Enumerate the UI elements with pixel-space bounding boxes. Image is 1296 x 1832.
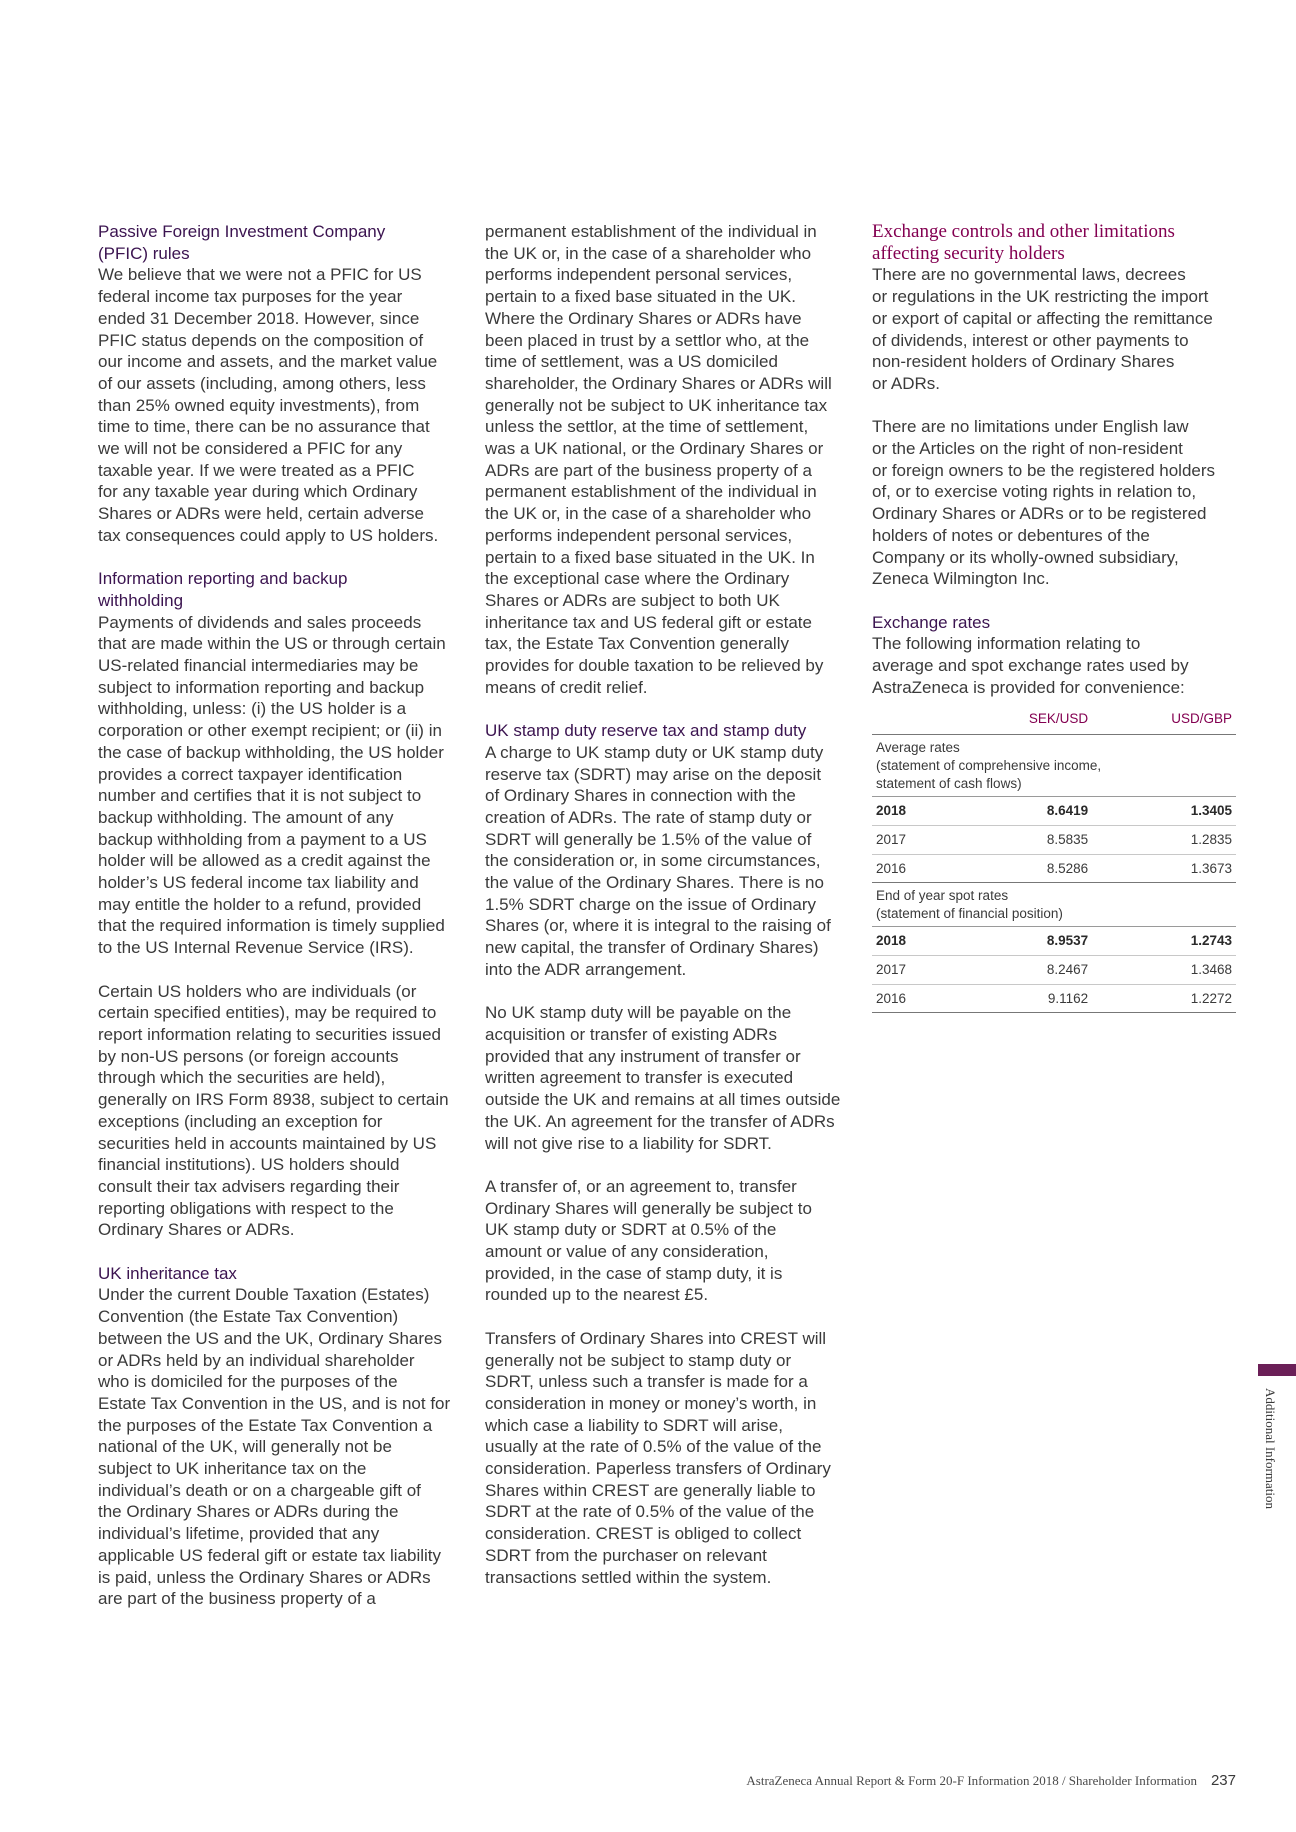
row-usd-gbp: 1.3405 [1092, 797, 1236, 826]
spot-rates-group-row [872, 883, 1236, 927]
exchange-rates-paragraph: The following information relating to average and spot exchange rates used by AstraZeneca is provided for convenience: [872, 634, 1189, 697]
stamp-duty-paragraph-2: No UK stamp duty will be payable on the acquisition or transfer of existing ADRs provided that any instrument of transfer or written agreement to transfer is executed outside the UK and remains at all times outside the UK. An agreement for the transfer of ADRs will not give rise to a liability for SDRT. [485, 1003, 841, 1153]
inheritance-continued-paragraph: permanent establishment of the individual in the UK or, in the case of a shareholder who performs independent personal services, pertain to a fixed base situated in the UK. Where the Ordinary Shares or ADRs have been placed in trust by a settlor who, at the time of settlement, was a US domiciled shareholder, the Ordinary Shares or ADRs will generally not be subject to UK inheritance tax unless the settlor, at the time of settlement, was a UK national, or the Ordinary Shares or ADRs are part of the business property of a permanent establishment of the individual in the UK or, in the case of a shareholder who performs independent personal services, pertain to a fixed base situated in the UK. In the exceptional case where the Ordinary Shares or ADRs are subject to both UK inheritance tax and US federal gift or estate tax, the Estate Tax Convention generally provides for double taxation to be relieved by means of credit relief. [485, 222, 832, 697]
column-right [872, 221, 1242, 1013]
row-usd-gbp: 1.2272 [1092, 984, 1236, 1013]
inheritance-paragraph: Under the current Double Taxation (Estates) Convention (the Estate Tax Convention) between the US and the UK, Ordinary Shares or ADRs held by an individual shareholder who is domiciled for the purposes of the Estate Tax Convention in the US, and is not for the purposes of the Estate Tax Convention a national of the UK, will generally not be subject to UK inheritance tax on the individual’s death or on a chargeable gift of the Ordinary Shares or ADRs during the individual’s lifetime, provided that any applicable US federal gift or estate tax liability is paid, unless the Ordinary Shares or ADRs are part of the business property of a [98, 1285, 451, 1609]
row-year: 2018 [872, 927, 952, 956]
certain-holders-paragraph: Certain US holders who are individuals (or certain specified entities), may be required to report information relating to securities issued by non-US persons (or foreign accounts through which the securities are held), generally on IRS Form 8938, subject to certain exceptions (including an exception for securities held in accounts maintained by US financial institutions). US holders should consult their tax advisers regarding their reporting obligations with respect to the Ordinary Shares or ADRs. [98, 981, 449, 1240]
stamp-duty-paragraph-4: Transfers of Ordinary Shares into CREST will generally not be subject to stamp duty or SDRT, unless such a transfer is made for a consideration in money or money’s worth, in which case a liability to SDRT will arise, usually at the rate of 0.5% of the value of the consideration. Paperless transfers of Ordinary Shares within CREST are generally liable to SDRT at the rate of 0.5% of the value of the consideration. CREST is obliged to collect SDRT from the purchaser on relevant transactions settled within the system. [485, 1328, 831, 1587]
row-usd-gbp: 1.2743 [1092, 927, 1236, 956]
row-year: 2018 [872, 797, 952, 826]
row-usd-gbp: 1.3468 [1092, 955, 1236, 984]
spot-rates-label: End of year spot rates (statement of financial position) [872, 883, 1236, 927]
row-year: 2017 [872, 825, 952, 854]
row-sek-usd: 8.9537 [952, 927, 1093, 956]
row-sek-usd: 8.2467 [952, 955, 1093, 984]
row-usd-gbp: 1.2835 [1092, 825, 1236, 854]
exchange-controls-paragraph-1: There are no governmental laws, decrees or regulations in the UK restricting the import or export of capital or affecting the remittance of dividends, interest or other payments to non-resident holders of Ordinary Shares or ADRs. [872, 265, 1213, 393]
table-row [872, 825, 1236, 854]
section-tab-marker [1258, 1364, 1296, 1376]
average-rates-label: Average rates (statement of comprehensive income, statement of cash flows) [872, 735, 1236, 797]
exchange-controls-heading: Exchange controls and other limitations affecting security holders [872, 221, 1175, 264]
table-row [872, 955, 1236, 984]
average-rates-group-row [872, 735, 1236, 797]
exchange-rates-heading: Exchange rates [872, 612, 991, 632]
info-reporting-heading: Information reporting and backup withholding [98, 569, 348, 610]
table-header-row [872, 706, 1236, 734]
exchange-rates-table [872, 706, 1236, 1013]
page-footer [600, 1772, 1236, 1789]
pfic-paragraph: We believe that we were not a PFIC for US federal income tax purposes for the year ended 31 December 2018. However, since PFIC status depends on the composition of our income and assets, and the market value of our assets (including, among others, less than 25% owned equity investments), from time to time, there can be no assurance that we will not be considered a PFIC for any taxable year. If we were treated as a PFIC for any taxable year during which Ordinary Shares or ADRs were held, certain adverse tax consequences could apply to US holders. [98, 265, 439, 545]
table-header-blank [872, 706, 952, 734]
column-left [98, 221, 468, 1632]
row-usd-gbp: 1.3673 [1092, 854, 1236, 883]
row-year: 2016 [872, 984, 952, 1013]
page-number: 237 [1210, 1772, 1236, 1789]
stamp-duty-paragraph-1: A charge to UK stamp duty or UK stamp duty reserve tax (SDRT) may arise on the deposit of Ordinary Shares in connection with the creation of ADRs. The rate of stamp duty or SDRT will generally be 1.5% of the value of the consideration or, in some circumstances, the value of the Ordinary Shares. There is no 1.5% SDRT charge on the issue of Ordinary Shares (or, where it is integral to the raising of new capital, the transfer of Ordinary Shares) into the ADR arrangement. [485, 742, 831, 979]
column-middle [485, 221, 855, 1610]
row-sek-usd: 8.5835 [952, 825, 1093, 854]
table-row [872, 854, 1236, 883]
table-header-usd-gbp: USD/GBP [1092, 706, 1236, 734]
section-tab-label: Additional Information [1263, 1388, 1278, 1509]
table-header-sek-usd: SEK/USD [952, 706, 1093, 734]
exchange-controls-paragraph-2: There are no limitations under English law or the Articles on the right of non-resident or foreign owners to be the registered holders of, or to exercise voting rights in relation to, Ordinary Shares or ADRs or to be registered holders of notes or debentures of the Company or its wholly-owned subsidiary, Zeneca Wilmington Inc. [872, 417, 1216, 589]
footer-text: AstraZeneca Annual Report & Form 20-F Information 2018 / Shareholder Information [746, 1773, 1197, 1788]
table-row [872, 797, 1236, 826]
inheritance-heading: UK inheritance tax [98, 1263, 237, 1283]
row-sek-usd: 9.1162 [952, 984, 1093, 1013]
row-sek-usd: 8.5286 [952, 854, 1093, 883]
pfic-heading: Passive Foreign Investment Company (PFIC) rules [98, 222, 386, 263]
table-row [872, 927, 1236, 956]
stamp-duty-paragraph-3: A transfer of, or an agreement to, transfer Ordinary Shares will generally be subject to UK stamp duty or SDRT at 0.5% of the amount or value of any consideration, provided, in the case of stamp duty, it is rounded up to the nearest £5. [485, 1176, 812, 1305]
row-year: 2017 [872, 955, 952, 984]
stamp-duty-heading: UK stamp duty reserve tax and stamp duty [485, 721, 807, 741]
row-sek-usd: 8.6419 [952, 797, 1093, 826]
row-year: 2016 [872, 854, 952, 883]
info-reporting-paragraph: Payments of dividends and sales proceeds that are made within the US or through certain US-related financial intermediaries may be subject to information reporting and backup withholding, unless: (i) the US holder is a corporation or other exempt recipient; or (ii) in the case of backup withholding, the US holder provides a correct taxpayer identification number and certifies that it is not subject to backup withholding. The amount of any backup withholding from a payment to a US holder will be allowed as a credit against the holder’s US federal income tax liability and may entitle the holder to a refund, provided that the required information is timely supplied to the US Internal Revenue Service (IRS). [98, 612, 446, 958]
table-row [872, 984, 1236, 1013]
